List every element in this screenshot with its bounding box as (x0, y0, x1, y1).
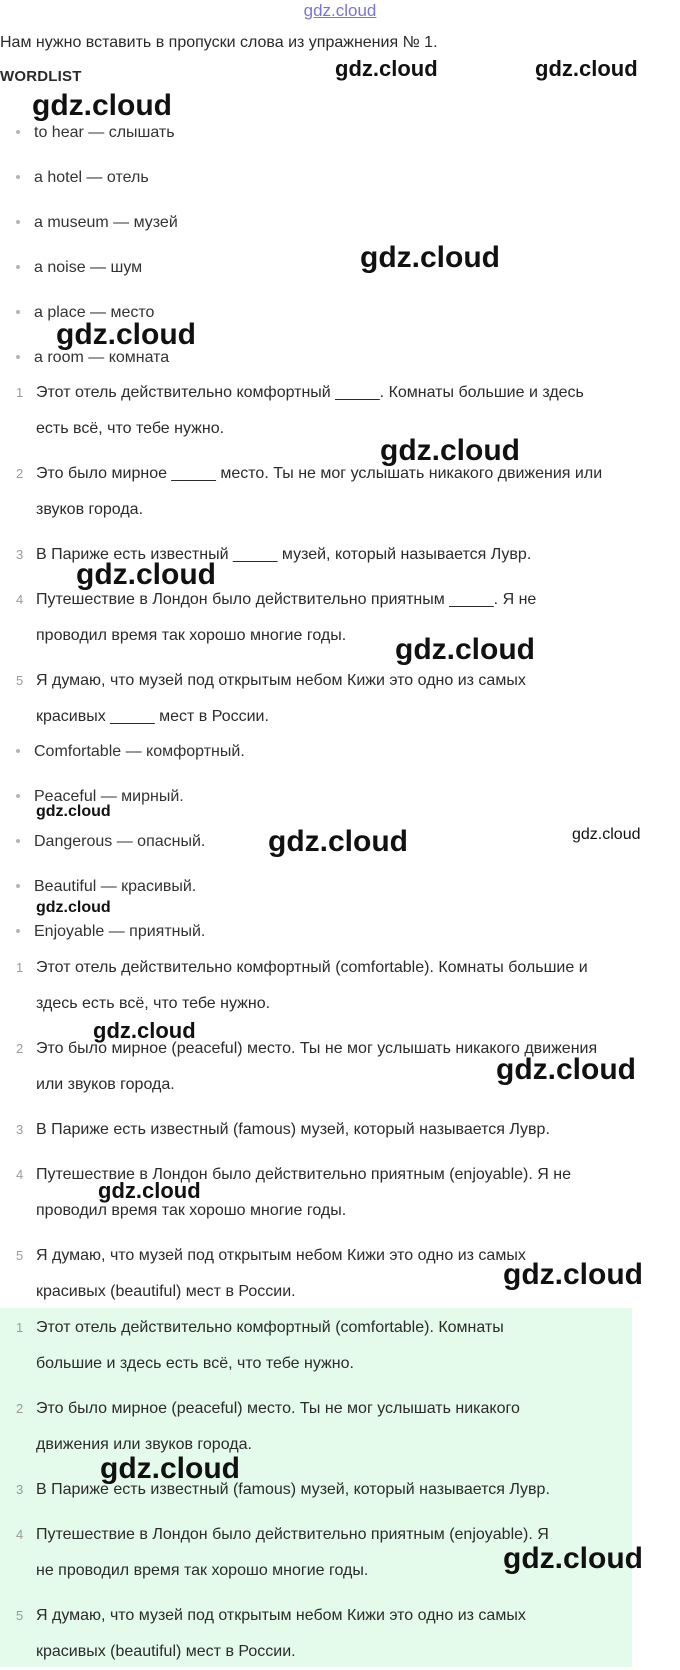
watermark: gdz.cloud (380, 434, 520, 467)
bullet-dot (16, 175, 20, 179)
watermark: gdz.cloud (93, 1018, 196, 1043)
bullet-dot (16, 310, 20, 314)
watermark: gdz.cloud (76, 558, 216, 591)
watermark: gdz.cloud (496, 1053, 636, 1086)
watermark: gdz.cloud (268, 825, 408, 858)
answer-item: 2 Это было мирное (peaceful) место. Ты не мог услышать никакого движения или звуков города. (16, 1040, 598, 1093)
bullet-dot (16, 839, 20, 843)
watermark: gdz.cloud (535, 56, 638, 81)
watermark: gdz.cloud (395, 633, 535, 666)
wordlist-item: to hear — слышать (16, 122, 175, 144)
wordlist-title: WORDLIST (0, 68, 82, 85)
wordlist-item: a hotel — отель (16, 167, 149, 189)
watermark: gdz.cloud (503, 1258, 643, 1291)
watermark: gdz.cloud (360, 241, 500, 274)
exercise-item: 2 Это было мирное _____ место. Ты не мог услышать никакого движения или звуков города. (16, 465, 603, 518)
exercise-item: 3 В Париже есть известный _____ музей, который называется Лувр. (16, 546, 532, 563)
watermark: gdz.cloud (36, 803, 111, 820)
final-answer-item: 5 Я думаю, что музей под открытым небом Кижи это одно из самых красивых (beautiful) мест в России. (16, 1607, 526, 1660)
bullet-dot (16, 749, 20, 753)
answer-item: 1 Этот отель действительно комфортный (comfortable). Комнаты большие и здесь есть всё, что тебе нужно. (16, 959, 588, 1012)
adjective-item: Beautiful — красивый. (16, 876, 196, 898)
exercise-item: 4 Путешествие в Лондон было действительно приятным _____. Я не проводил время так хорошо многие годы. (16, 591, 537, 644)
wordlist-item: a place — место (16, 302, 154, 324)
exercise-item: 5 Я думаю, что музей под открытым небом Кижи это одно из самых красивых _____ мест в России. (16, 672, 526, 725)
answer-item: 3 В Париже есть известный (famous) музей, который называется Лувр. (16, 1121, 550, 1138)
bullet-dot (16, 130, 20, 134)
bullet-dot (16, 220, 20, 224)
bullet-dot (16, 355, 20, 359)
adjective-item: Comfortable — комфортный. (16, 741, 245, 763)
watermark: gdz.cloud (572, 826, 641, 843)
final-answer-item: 1 Этот отель действительно комфортный (comfortable). Комнаты большие и здесь есть всё, что тебе нужно. (16, 1319, 504, 1372)
bullet-dot (16, 794, 20, 798)
final-answer-item: 2 Это было мирное (peaceful) место. Ты не мог услышать никакого движения или звуков города. (16, 1400, 520, 1453)
watermark: gdz.cloud (98, 1178, 201, 1203)
final-answer-item: 3 В Париже есть известный (famous) музей, который называется Лувр. (16, 1481, 550, 1498)
watermark: gdz.cloud (36, 899, 111, 916)
wordlist-item: a noise — шум (16, 257, 142, 279)
header-site-link[interactable]: gdz.cloud (303, 1, 377, 20)
bullet-dot (16, 929, 20, 933)
adjective-item: Dangerous — опасный. (16, 831, 205, 853)
answer-item: 4 Путешествие в Лондон было действительно приятным (enjoyable). Я не проводил время так хорошо многие годы. (16, 1166, 571, 1219)
wordlist-item: a museum — музей (16, 212, 178, 234)
watermark: gdz.cloud (335, 56, 438, 81)
adjective-item: Peaceful — мирный. (16, 786, 184, 808)
answer-item: 5 Я думаю, что музей под открытым небом Кижи это одно из самых красивых (beautiful) мест в России. (16, 1247, 526, 1300)
watermark: gdz.cloud (503, 1542, 643, 1575)
bullet-dot (16, 884, 20, 888)
watermark: gdz.cloud (32, 89, 172, 122)
adjective-item: Enjoyable — приятный. (16, 921, 205, 943)
exercise-item: 1 Этот отель действительно комфортный _____. Комнаты большие и здесь есть всё, что тебе нужно. (16, 384, 584, 437)
watermark: gdz.cloud (56, 318, 196, 351)
wordlist-item: a room — комната (16, 347, 169, 369)
intro-text: Нам нужно вставить в пропуски слова из упражнения № 1. (0, 34, 438, 51)
bullet-dot (16, 265, 20, 269)
watermark: gdz.cloud (100, 1452, 240, 1485)
final-answer-item: 4 Путешествие в Лондон было действительно приятным (enjoyable). Я не проводил время так хорошо многие годы. (16, 1526, 549, 1579)
